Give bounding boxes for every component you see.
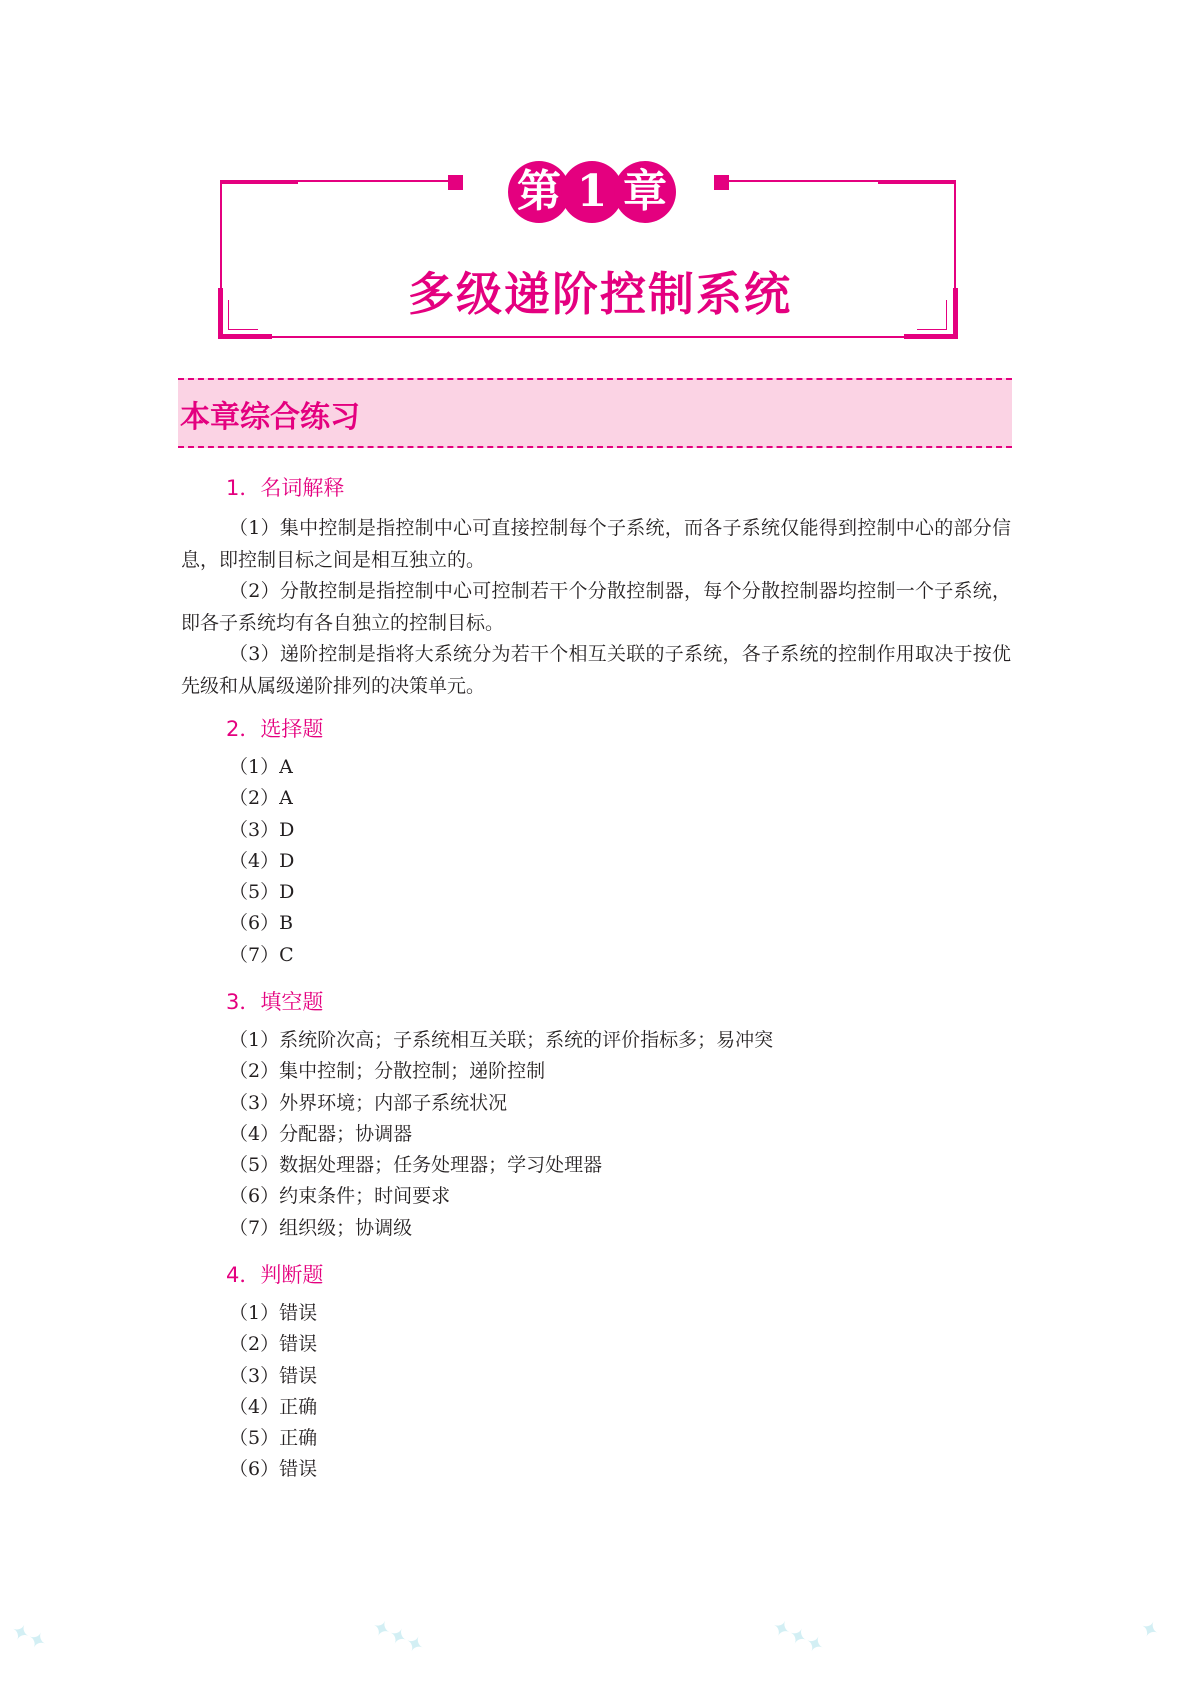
list-item: （7）组织级；协调级 [229,1216,413,1239]
list-item: （2）A [229,787,293,810]
fill-in-answers-list [229,1025,773,1244]
watermark-mark: ✦✦✦ [767,1614,829,1661]
list-item: （1）A [229,756,293,778]
watermark-mark: ✦✦✦ [367,1614,429,1661]
section-banner [178,378,1012,448]
list-item: （3）外界环境；内部子系统状况 [229,1091,508,1114]
chapter-badge-prefix: 第 [508,161,570,223]
watermark-mark: ✦ [1135,1615,1163,1646]
list-item: （1）系统阶次高；子系统相互关联；系统的评价指标多；易冲突 [229,1029,774,1051]
paragraph-2: （2）分散控制是指控制中心可控制若干个分散控制器，每个分散控制器均控制一个子系统，即各子系统均有各自独立的控制目标。 [181,580,1011,634]
list-item: （3）错误 [229,1364,318,1387]
chapter-title: 多级递阶控制系统 [408,267,792,321]
list-item: （7）C [229,943,294,966]
list-item: （3）D [229,818,295,841]
frame-left-accent [218,288,223,338]
frame-top-left-accent [220,180,298,184]
watermark-mark: ✦✦ [6,1618,51,1657]
list-item: （5）正确 [229,1427,318,1450]
choice-answers-list [229,752,294,971]
heading-fill-in: 3．填空题 [226,990,324,1014]
list-item: （4）分配器；协调器 [229,1122,413,1145]
list-item: （6）错误 [229,1458,318,1481]
list-item: （6）约束条件；时间要求 [229,1185,451,1208]
frame-bottom-right-accent [904,334,958,339]
frame-square-left [448,175,463,190]
list-item: （4）正确 [229,1395,318,1418]
inner-corner-right-h [917,329,947,330]
frame-square-right [714,175,729,190]
paragraph-3: （3）递阶控制是指将大系统分为若干个相互关联的子系统，各子系统的控制作用取决于按优先级和从属级递阶排列的决策单元。 [181,643,1011,697]
chapter-badge-number: 1 [561,161,623,223]
frame-bottom-left-accent [218,334,272,339]
list-item: （6）B [229,912,294,935]
heading-multiple-choice: 2．选择题 [226,717,324,741]
inner-corner-left-h [228,329,258,330]
paragraph-1: （1）集中控制是指控制中心可直接控制每个子系统，而各子系统仅能得到控制中心的部分信息，即控制目标之间是相互独立的。 [181,517,1011,571]
list-item: （2）集中控制；分散控制；递阶控制 [229,1060,546,1083]
inner-corner-left-v [228,300,229,330]
section-title: 本章综合练习 [180,400,360,435]
frame-top-right-accent [878,180,956,184]
list-item: （1）错误 [229,1302,318,1324]
list-item: （4）D [229,849,295,872]
heading-true-false: 4．判断题 [226,1263,324,1287]
chapter-header [0,0,1191,360]
heading-definitions: 1．名词解释 [226,476,345,500]
frame-bottom-line [220,336,956,338]
list-item: （5）数据处理器；任务处理器；学习处理器 [229,1154,603,1177]
chapter-badge-suffix: 章 [614,161,676,223]
true-false-answers-list [229,1298,317,1486]
list-item: （2）错误 [229,1333,318,1356]
list-item: （5）D [229,881,295,904]
